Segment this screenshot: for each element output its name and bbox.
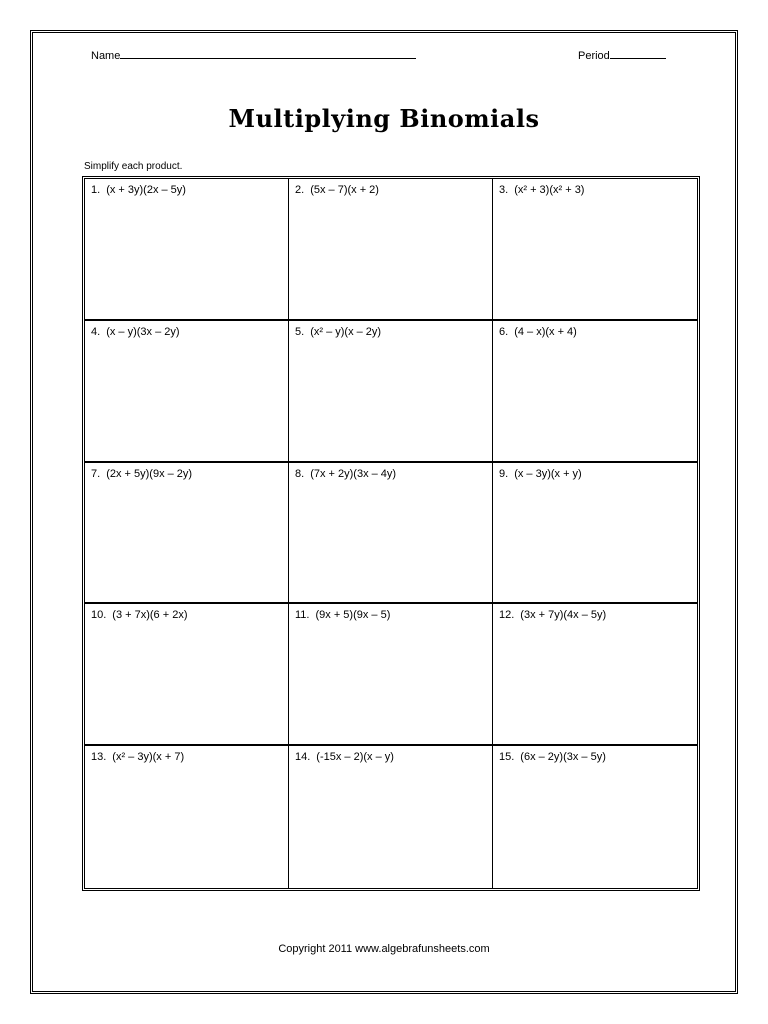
problem-number: 7. (91, 467, 101, 480)
problem-expression: (6x – 2y)(3x – 5y) (520, 751, 606, 764)
copyright-footer: Copyright 2011 www.algebrafunsheets.com (278, 943, 490, 955)
problem-cell[interactable] (289, 321, 493, 463)
problem-number: 8. (295, 467, 305, 480)
problem-expression: (9x + 5)(9x – 5) (315, 609, 391, 622)
problem-number: 14. (295, 751, 311, 764)
problem-number: 1. (91, 184, 101, 196)
problem-cell[interactable] (493, 321, 697, 463)
problem-cell[interactable] (493, 604, 697, 746)
period-label: Period (578, 50, 610, 62)
period-field[interactable] (578, 48, 666, 62)
instructions: Simplify each product. (84, 161, 183, 172)
problem-number: 3. (499, 184, 509, 196)
problem-cell[interactable] (85, 179, 289, 321)
problem-expression: (5x – 7)(x + 2) (310, 184, 379, 196)
problem-cell[interactable] (85, 463, 289, 605)
problem-cell[interactable] (493, 179, 697, 321)
problem-expression: (7x + 2y)(3x – 4y) (310, 467, 397, 480)
problem-expression: (x + 3y)(2x – 5y) (106, 184, 186, 196)
problem-number: 11. (295, 609, 310, 622)
problem-expression: (x² + 3)(x² + 3) (514, 184, 585, 196)
problem-cell[interactable] (493, 463, 697, 605)
problem-number: 15. (499, 751, 515, 764)
problem-cell[interactable] (493, 746, 697, 888)
problem-expression: (-15x – 2)(x – y) (316, 751, 394, 764)
problem-expression: (x – y)(3x – 2y) (106, 325, 180, 338)
problem-cell[interactable] (289, 463, 493, 605)
name-blank[interactable] (120, 48, 416, 59)
problem-cell[interactable] (289, 179, 493, 321)
problem-number: 4. (91, 325, 101, 338)
problem-number: 6. (499, 325, 509, 338)
problem-expression: (4 – x)(x + 4) (514, 325, 577, 338)
problem-cell[interactable] (85, 746, 289, 888)
name-field[interactable] (91, 48, 416, 62)
problem-expression: (3 + 7x)(6 + 2x) (112, 609, 188, 622)
problem-number: 2. (295, 184, 305, 196)
problem-cell[interactable] (85, 321, 289, 463)
problem-expression: (x² – y)(x – 2y) (310, 325, 382, 338)
problem-expression: (x² – 3y)(x + 7) (112, 751, 185, 764)
problem-grid (84, 178, 698, 889)
problem-expression: (3x + 7y)(4x – 5y) (520, 609, 607, 622)
problem-cell[interactable] (289, 604, 493, 746)
problem-number: 10. (91, 609, 107, 622)
problem-number: 9. (499, 467, 509, 480)
problem-number: 12. (499, 609, 515, 622)
problem-expression: (x – 3y)(x + y) (514, 467, 582, 480)
problem-cell[interactable] (289, 746, 493, 888)
problem-number: 5. (295, 325, 305, 338)
problem-number: 13. (91, 751, 107, 764)
period-blank[interactable] (610, 48, 666, 59)
problem-cell[interactable] (85, 604, 289, 746)
name-label: Name (91, 50, 121, 62)
page-title: Multiplying Binomials (228, 104, 540, 133)
problem-expression: (2x + 5y)(9x – 2y) (106, 467, 193, 480)
